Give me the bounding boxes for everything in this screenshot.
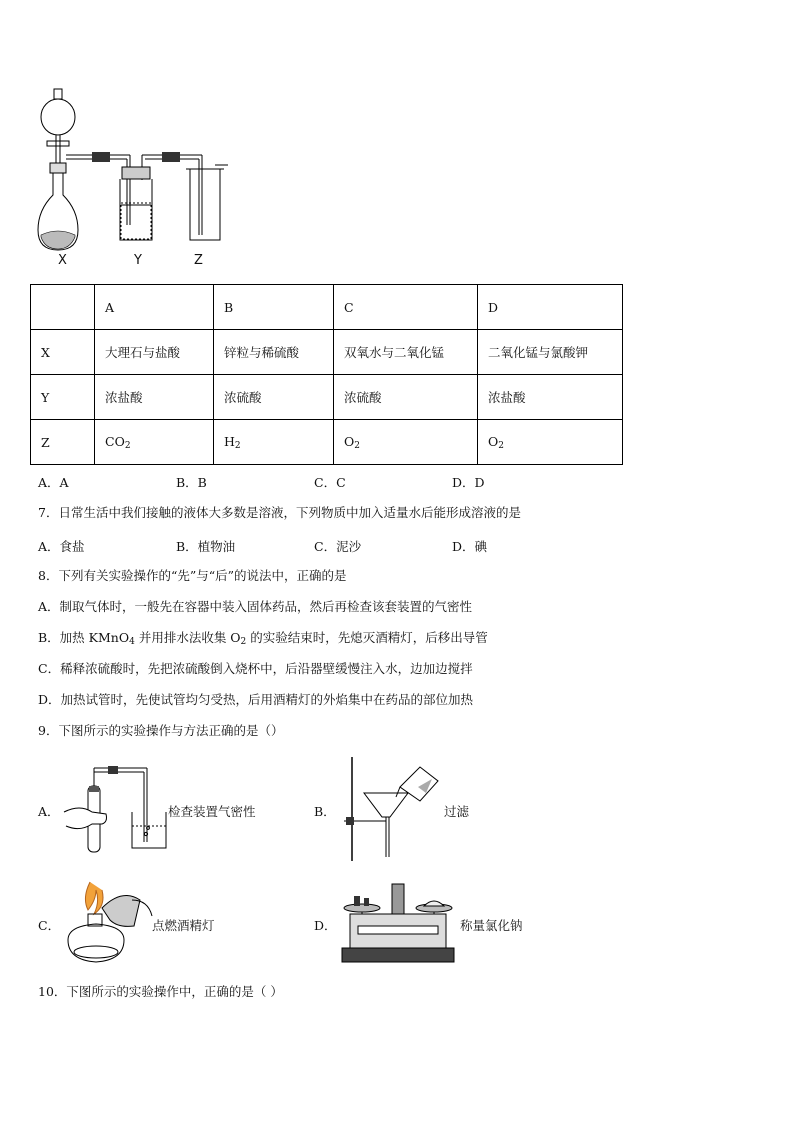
table-cell: B [214, 285, 334, 330]
table-cell: 二氧化锰与氯酸钾 [478, 330, 623, 375]
q8-option-b-part2: 并用排水法收集 O [134, 630, 241, 645]
table-row [31, 375, 623, 420]
table-cell [214, 420, 334, 465]
q8-option-c: C．稀释浓硫酸时，先把浓硫酸倒入烧杯中，后沿器壁缓慢注入水，边加边搅拌 [38, 661, 473, 676]
q6-option-a: A．A [38, 475, 69, 490]
q9-option-c-caption: 点燃酒精灯 [152, 918, 215, 933]
apparatus-label-y: Y [134, 253, 142, 268]
table-row [31, 420, 623, 465]
q9-stem: 9．下图所示的实验操作与方法正确的是（） [38, 723, 284, 738]
q7-option-a: A．食盐 [38, 539, 85, 554]
table-row [31, 285, 623, 330]
table-cell: 浓盐酸 [95, 375, 214, 420]
q9-option-d-caption: 称量氯化钠 [460, 918, 523, 933]
options-table [30, 284, 623, 465]
alcohol-lamp-figure [62, 880, 162, 970]
table-cell: 大理石与盐酸 [95, 330, 214, 375]
apparatus-label-x: X [58, 253, 67, 268]
formula: CO [105, 433, 125, 449]
q9-option-a-caption: 检查装置气密性 [168, 804, 256, 819]
apparatus-label-z: Z [194, 253, 203, 268]
subscript: 2 [124, 440, 131, 451]
q6-option-d: D．D [452, 475, 485, 490]
q8-option-b [38, 630, 488, 650]
table-cell [478, 420, 623, 465]
table-cell: D [478, 285, 623, 330]
table-cell [31, 285, 95, 330]
q8-stem: 8．下列有关实验操作的“先”与“后”的说法中，正确的是 [38, 568, 347, 583]
subscript: 2 [498, 440, 504, 451]
table-cell: X [31, 330, 95, 375]
formula: H [224, 433, 235, 449]
q9-option-d-letter: D． [314, 918, 337, 933]
q8-option-b-part1: B．加热 KMnO [38, 630, 130, 645]
table-row [31, 330, 623, 375]
table-cell [334, 420, 478, 465]
q7-option-c: C．泥沙 [314, 539, 362, 554]
q7-option-d: D．碘 [452, 539, 488, 554]
table-cell: 双氧水与二氧化锰 [334, 330, 478, 375]
q9-option-c-letter: C． [38, 918, 61, 933]
q7-stem: 7．日常生活中我们接触的液体大多数是溶液，下列物质中加入适量水后能形成溶液的是 [38, 505, 521, 520]
subscript: 2 [240, 637, 247, 647]
q8-option-a: A．制取气体时，一般先在容器中装入固体药品，然后再检查该套装置的气密性 [38, 599, 473, 614]
gas-apparatus-figure [30, 85, 260, 265]
formula: O [344, 433, 355, 449]
subscript: 4 [129, 637, 135, 647]
q8-option-d: D．加热试管时，先使试管均匀受热，后用酒精灯的外焰集中在药品的部位加热 [38, 692, 474, 707]
filtration-figure [336, 757, 446, 867]
table-cell: C [334, 285, 478, 330]
q8-option-b-part3: 的实验结束时，先熄灭酒精灯，后移出导管 [246, 630, 488, 645]
airtightness-check-figure [62, 762, 172, 857]
table-cell: 浓盐酸 [478, 375, 623, 420]
table-cell: 锌粒与稀硫酸 [214, 330, 334, 375]
subscript: 2 [354, 440, 360, 451]
q9-option-a-letter: A． [38, 804, 60, 819]
subscript: 2 [234, 440, 241, 451]
q9-option-b-caption: 过滤 [444, 804, 470, 819]
q7-option-b: B．植物油 [176, 539, 236, 554]
table-cell: 浓硫酸 [214, 375, 334, 420]
table-cell [95, 420, 214, 465]
table-cell: A [95, 285, 214, 330]
q6-option-b: B．B [176, 475, 207, 490]
q10-stem: 10．下图所示的实验操作中，正确的是（ ） [38, 984, 283, 999]
table-cell: 浓硫酸 [334, 375, 478, 420]
q6-option-c: C．C [314, 475, 346, 490]
table-cell: Z [31, 420, 95, 465]
balance-figure [338, 878, 458, 968]
table-cell: Y [31, 375, 95, 420]
q9-option-b-letter: B． [314, 804, 336, 819]
formula: O [488, 433, 499, 449]
